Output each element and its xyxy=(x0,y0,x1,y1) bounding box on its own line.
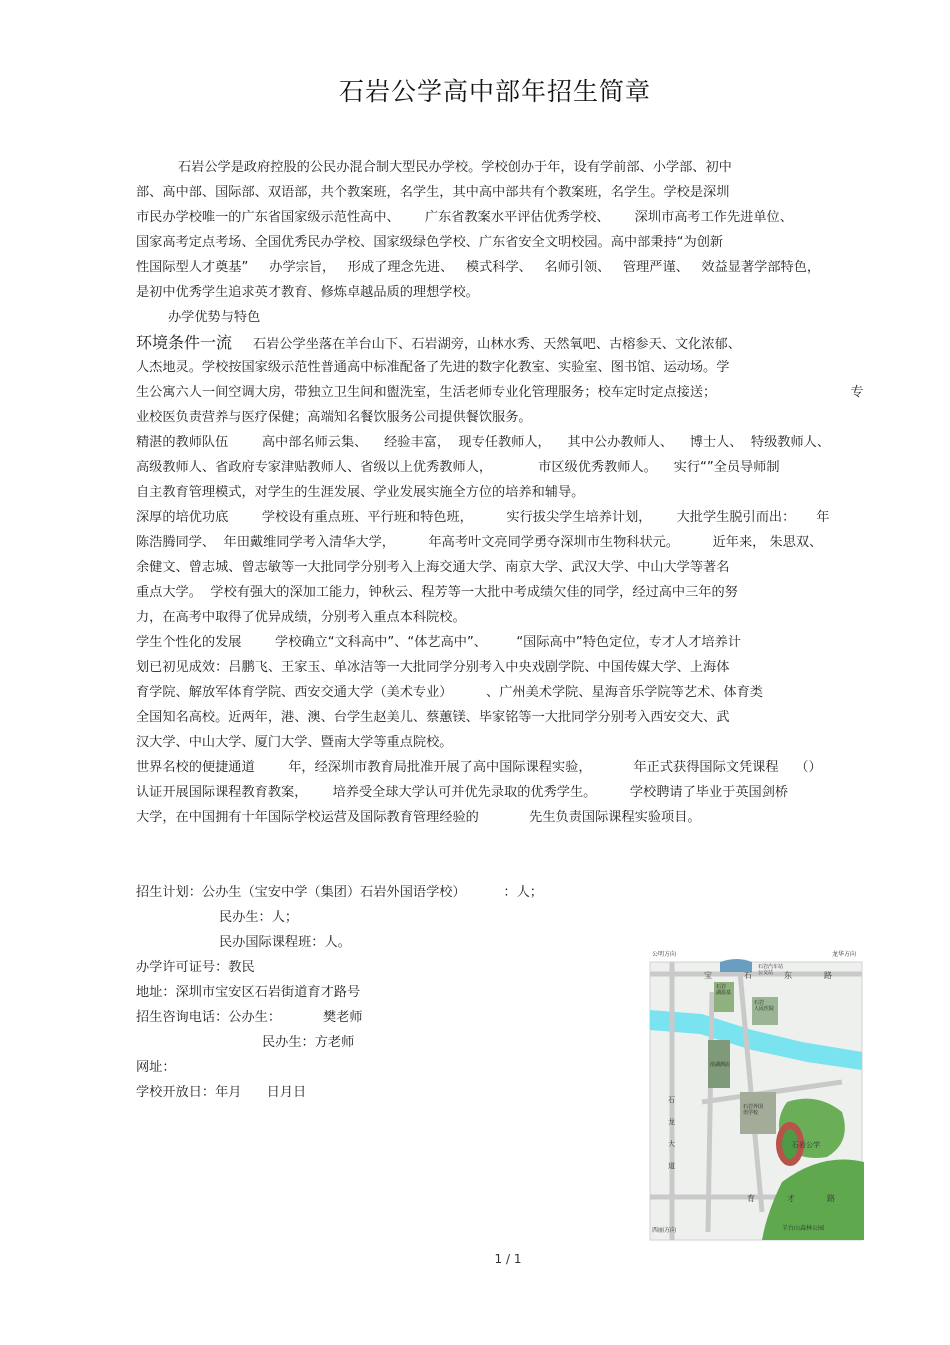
line-text: 世界名校的便捷通道 年，经深圳市教育局批准开展了高中国际课程实验， 年正式获得国际文凭课程 （） xyxy=(136,760,822,775)
text-line xyxy=(219,934,351,952)
text-line xyxy=(136,984,360,1002)
text-line xyxy=(136,259,820,277)
line-text: 精湛的教师队伍 高中部名师云集、 经验丰富， 现专任教师人， 其中公办教师人、 博士人、 特级教师人、 xyxy=(136,435,831,450)
line-text: 部、高中部、国际部、双语部，共个教案班，名学生，其中高中部共有个教案班，名学生。学校是深圳 xyxy=(136,185,730,200)
road-bottom-left-label: 西丽方向 xyxy=(652,1227,677,1234)
text-line xyxy=(168,309,260,327)
map-label: 石岩湖温泉 xyxy=(716,984,732,996)
line-text: 性国际型人才奠基” 办学宗旨， 形成了理念先进、 模式科学、 名师引领、 管理严谨、 效益显著学部特色， xyxy=(136,260,821,275)
text-line xyxy=(136,584,738,602)
text-line xyxy=(136,334,741,354)
text-line xyxy=(136,459,780,477)
text-line xyxy=(136,284,479,302)
text-line xyxy=(136,1009,363,1027)
road-char: 路 xyxy=(827,1194,835,1203)
map-label: 沿湖酒店 xyxy=(710,1062,731,1068)
road-char: 大 xyxy=(668,1140,675,1148)
line-text: 是初中优秀学生追求英才教育、修炼卓越品质的理想学校。 xyxy=(136,285,479,300)
line-text: 石岩公学坐落在羊台山下、石岩湖旁，山林水秀、天然氧吧、古榕参天、文化浓郁、 xyxy=(232,337,741,352)
text-line xyxy=(136,409,532,427)
text-line xyxy=(136,659,729,677)
road-char: 石 xyxy=(668,1096,675,1104)
text-line xyxy=(136,384,864,402)
page-number: 1 / 1 xyxy=(494,1252,522,1266)
text-line xyxy=(136,759,822,777)
line-text: 生公寓六人一间空调大房，带独立卫生间和盥洗室，生活老师专业化管理服务；校车定时定点接送； 专 xyxy=(136,385,864,400)
text-line xyxy=(136,1084,306,1102)
line-text: 学生个性化的发展 学校确立“文科高中”、“体艺高中”、 “国际高中”特色定位，专才人才培养计 xyxy=(136,635,741,650)
line-text: 民办国际课程班：人。 xyxy=(219,935,351,950)
line-text: 汉大学、中山大学、厦门大学、暨南大学等重点院校。 xyxy=(136,735,453,750)
road-top-left-label: 公明方向 xyxy=(652,951,677,958)
road-char: 育 xyxy=(747,1194,755,1203)
road-char: 石 xyxy=(744,971,752,980)
text-line xyxy=(136,809,701,827)
line-text: 大学，在中国拥有十年国际学校运营及国际教育管理经验的 先生负责国际课程实验项目。 xyxy=(136,810,701,825)
text-line xyxy=(136,534,822,552)
location-map xyxy=(642,932,864,1242)
line-text: 重点大学。 学校有强大的深加工能力，钟秋云、程芳等一大批中考成绩欠佳的同学，经过高中三年的努 xyxy=(136,585,738,600)
text-line xyxy=(136,209,793,227)
line-text: 招生咨询电话：公办生： 樊老师 xyxy=(136,1010,363,1025)
line-text: 深厚的培优功底 学校设有重点班、平行班和特色班， 实行拔尖学生培养计划， 大批学生脱引而出： 年 xyxy=(136,510,830,525)
text-line xyxy=(136,559,729,577)
text-line xyxy=(136,434,830,452)
line-text: 办学优势与特色 xyxy=(168,310,261,325)
line-text: 网址： xyxy=(136,1060,176,1075)
line-text: 全国知名高校。近两年，港、澳、台学生赵美儿、蔡蕙镁、毕家铭等一大批同学分别考入西安交大、武 xyxy=(136,710,730,725)
section-heading: 环境条件一流 xyxy=(136,333,233,352)
text-line xyxy=(136,359,729,377)
line-text: 市民办学校唯一的广东省国家级示范性高中、 广东省教案水平评估优秀学校、 深圳市高考工作先进单位、 xyxy=(136,210,793,225)
text-line xyxy=(136,184,729,202)
road-char: 才 xyxy=(787,1194,795,1203)
text-line xyxy=(136,884,543,902)
line-text: 民办生：人； xyxy=(219,910,299,925)
line-text: 余健文、曾志城、曾志敏等一大批同学分别考入上海交通大学、南京大学、武汉大学、中山大学等著名 xyxy=(136,560,730,575)
line-text: 育学院、解放军体育学院、西安交通大学（美术专业） 、广州美术学院、星海音乐学院等艺术、体育类 xyxy=(136,685,763,700)
map-label: 石岩汽车站公交站 xyxy=(758,964,784,976)
map-label: 石岩外国语学校 xyxy=(743,1104,764,1116)
line-text: 陈浩腾同学、 年田戴维同学考入清华大学， 年高考叶文亮同学勇夺深圳市生物科状元。 近年来， 朱思双、 xyxy=(136,535,823,550)
line-text: 高级教师人、省政府专家津贴教师人、省级以上优秀教师人， 市区级优秀教师人。 实行“”全员导师制 xyxy=(136,460,780,475)
text-line xyxy=(219,909,298,927)
text-line xyxy=(136,509,829,527)
text-line xyxy=(136,1059,176,1077)
road-bottom-right-label: 羊台山森林公园 xyxy=(782,1225,825,1232)
line-text: 民办生：方老师 xyxy=(262,1035,355,1050)
line-text: 学校开放日：年月 日月日 xyxy=(136,1085,307,1100)
text-line xyxy=(136,684,763,702)
line-text: 认证开展国际课程教育教案， 培养受全球大学认可并优先录取的优秀学生。 学校聘请了毕业于英国剑桥 xyxy=(136,785,789,800)
line-text: 招生计划：公办生（宝安中学（集团）石岩外国语学校） ：人； xyxy=(136,885,543,900)
text-line xyxy=(178,159,732,177)
text-line xyxy=(136,784,788,802)
line-text: 地址：深圳市宝安区石岩街道育才路号 xyxy=(136,985,361,1000)
line-text: 石岩公学是政府控股的公民办混合制大型民办学校。学校创办于年，设有学前部、小学部、初中 xyxy=(178,160,732,175)
text-line xyxy=(136,709,729,727)
school-label: 石岩公学 xyxy=(792,1141,820,1149)
road-top-right-label: 龙华方向 xyxy=(832,951,857,958)
line-text: 划已初见成效：吕鹏飞、王家玉、单冰洁等一大批同学分别考入中央戏剧学院、中国传媒大学、上海体 xyxy=(136,660,730,675)
line-text: 力，在高考中取得了优异成绩，分别考入重点本科院校。 xyxy=(136,610,466,625)
text-line xyxy=(136,234,723,252)
page-title: 石岩公学高中部年招生简章 xyxy=(338,77,651,106)
road-char: 道 xyxy=(668,1162,675,1170)
text-line xyxy=(136,634,741,652)
line-text: 办学许可证号：教民 xyxy=(136,960,255,975)
road-char: 龙 xyxy=(668,1118,675,1126)
line-text: 业校医负责营养与医疗保健；高端知名餐饮服务公司提供餐饮服务。 xyxy=(136,410,532,425)
text-line xyxy=(136,959,255,977)
map-label: 石岩人民医院 xyxy=(754,1000,775,1012)
road-char: 路 xyxy=(824,971,832,980)
text-line xyxy=(136,609,466,627)
road-char: 东 xyxy=(784,971,792,980)
road-char: 宝 xyxy=(704,971,712,980)
line-text: 人杰地灵。学校按国家级示范性普通高中标准配备了先进的数字化教室、实验室、图书馆、运动场。学 xyxy=(136,360,730,375)
text-line xyxy=(136,484,584,502)
line-text: 国家高考定点考场、全国优秀民办学校、国家级绿色学校、广东省安全文明校园。高中部秉持“为创新 xyxy=(136,235,724,250)
text-line xyxy=(262,1034,354,1052)
line-text: 自主教育管理模式，对学生的生涯发展、学业发展实施全方位的培养和辅导。 xyxy=(136,485,585,500)
text-line xyxy=(136,734,453,752)
